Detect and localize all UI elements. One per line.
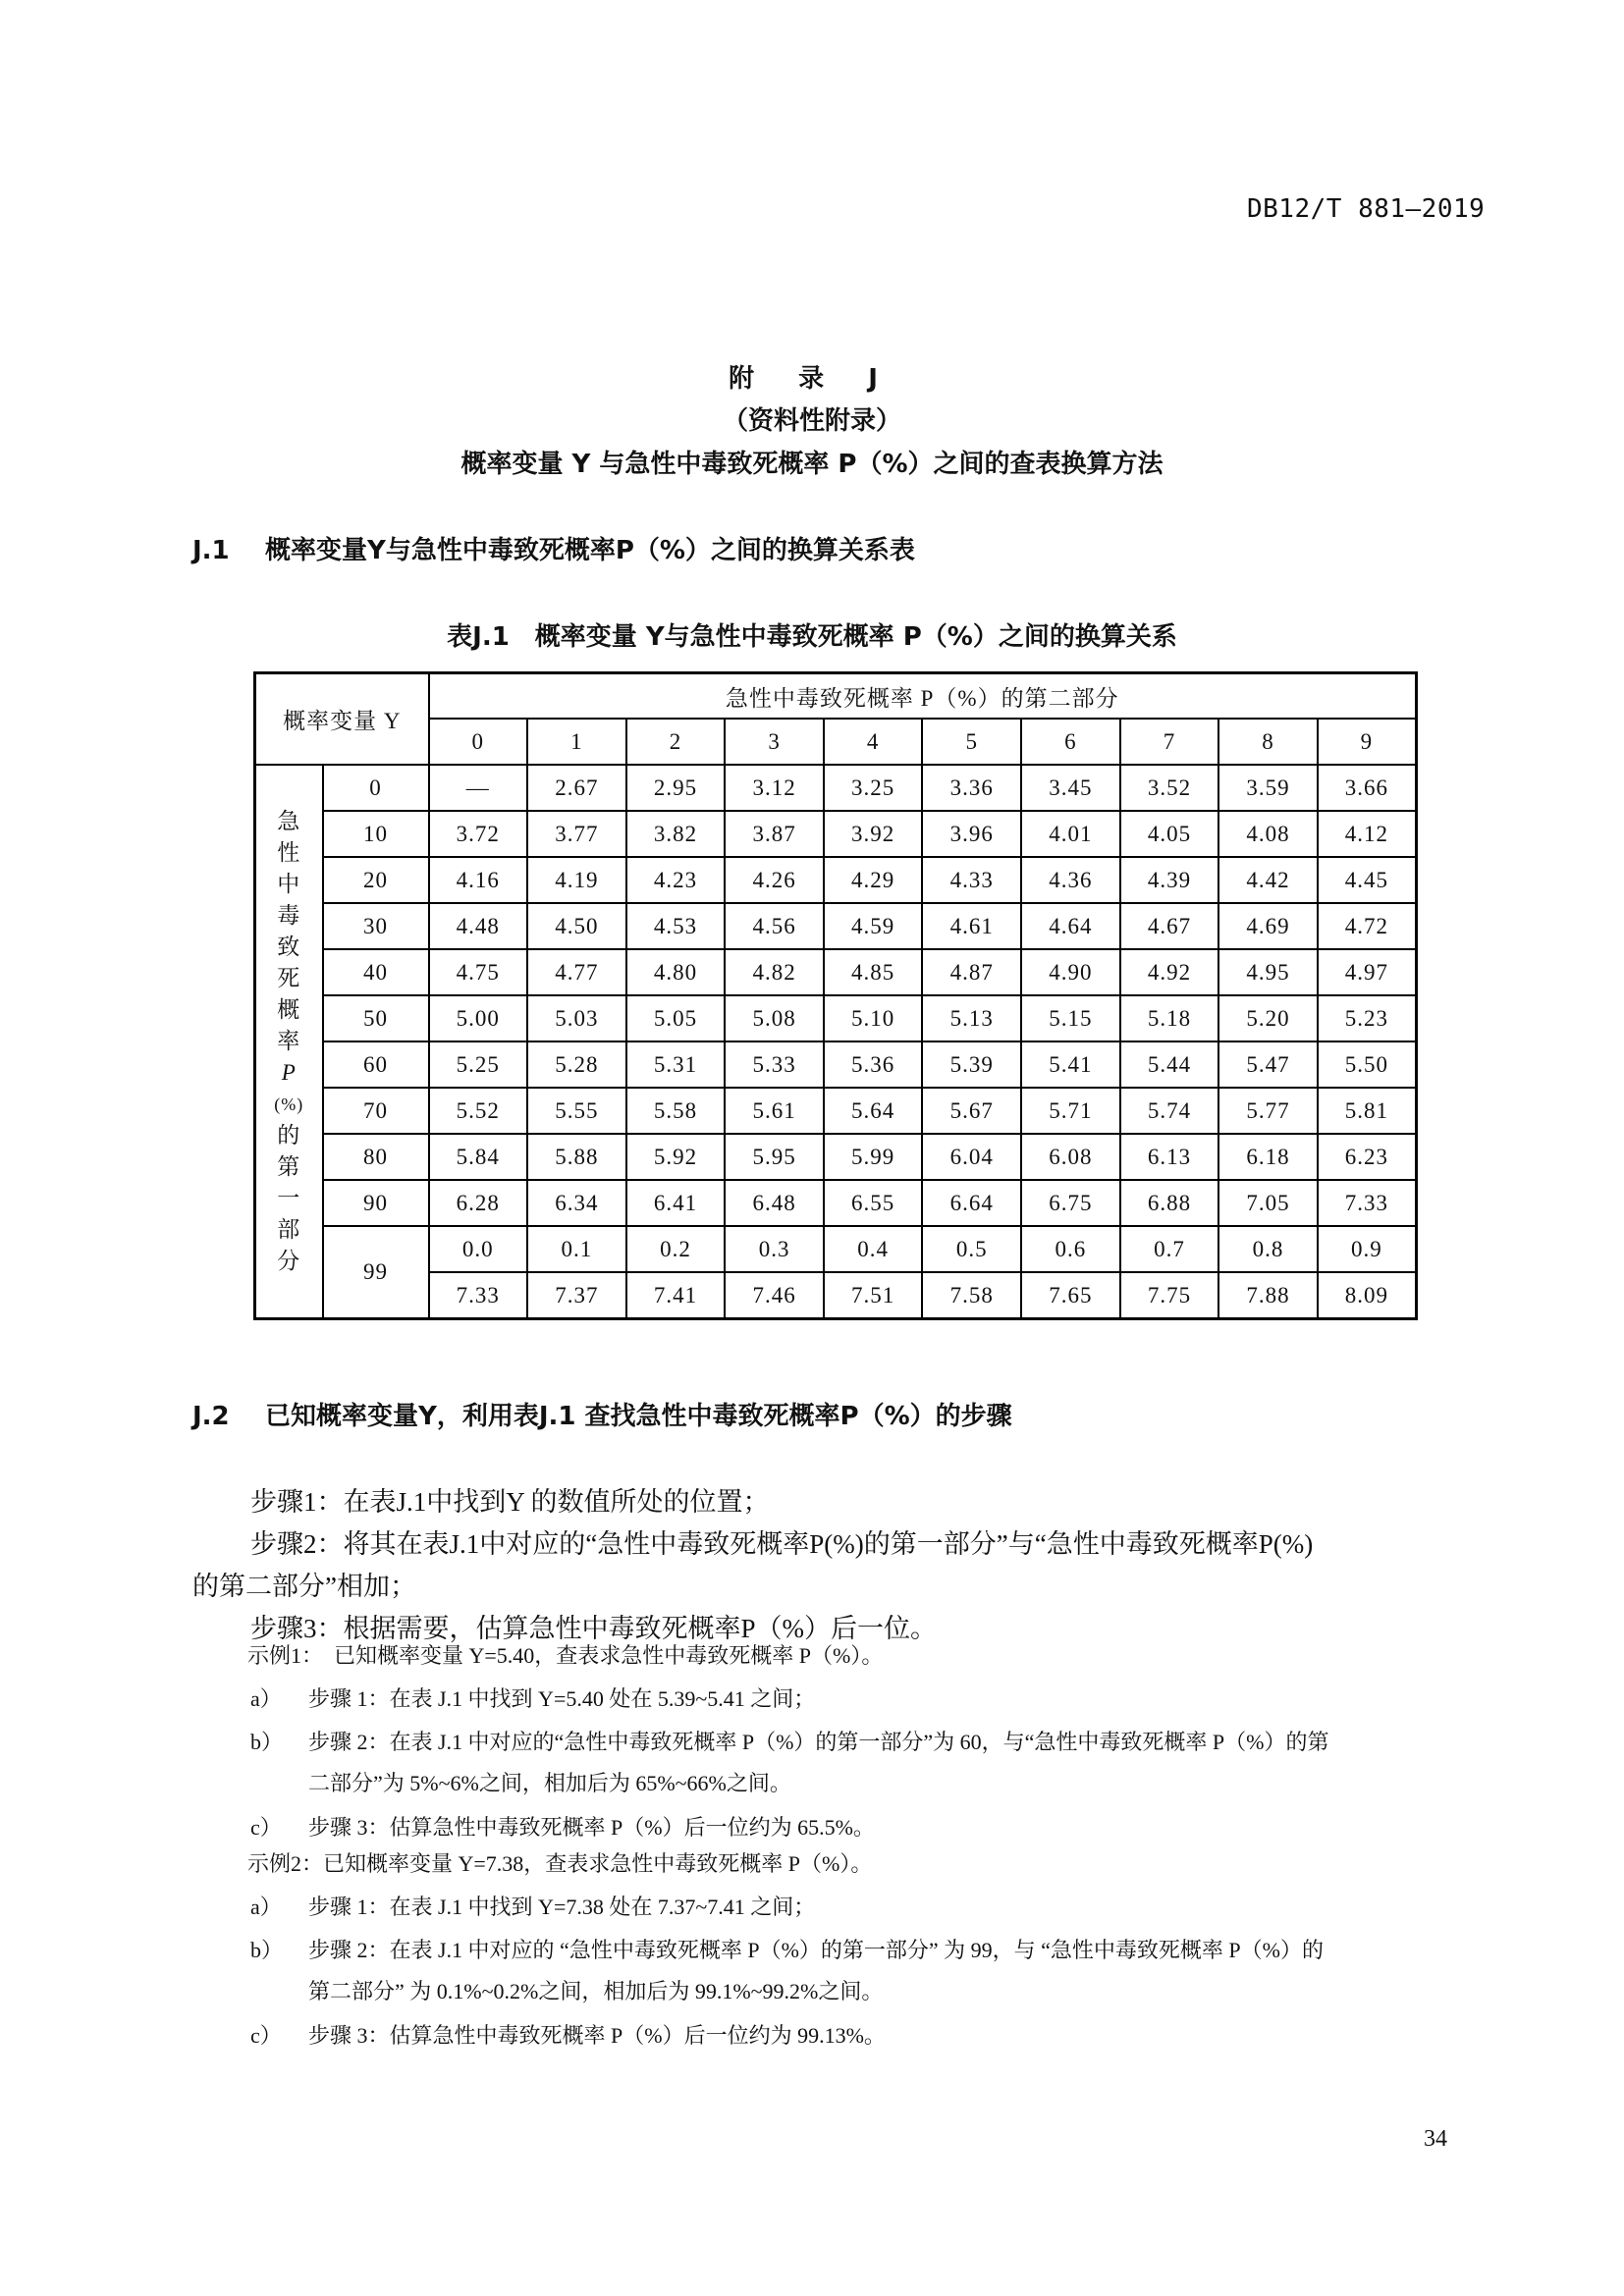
table-cell: 6.64	[922, 1180, 1021, 1226]
table-cell: 5.25	[429, 1041, 528, 1088]
example-2-title: 示例2：已知概率变量 Y=7.38，查表求急性中毒致死概率 P（%）。	[247, 1851, 873, 1876]
table-cell: 7.41	[626, 1272, 726, 1319]
section-title: 已知概率变量Y，利用表J.1 查找急性中毒致死概率P（%）的步骤	[265, 1402, 1012, 1431]
vertical-label-char: 死	[277, 966, 301, 990]
first-part-value: 70	[323, 1088, 429, 1134]
table-cell: 4.97	[1318, 949, 1417, 995]
appendix-type: （资料性附录）	[722, 406, 901, 436]
table-cell-subcolumn: 0.8	[1218, 1226, 1318, 1272]
document-number: DB12/T 881—2019	[1247, 194, 1486, 224]
table-cell-subcolumn: 0.0	[429, 1226, 528, 1272]
table-cell: 5.28	[527, 1041, 626, 1088]
table-cell: 5.67	[922, 1088, 1021, 1134]
table-cell: 3.72	[429, 811, 528, 857]
table-row	[255, 811, 1417, 857]
table-cell: 5.99	[824, 1134, 923, 1180]
table-row	[255, 857, 1417, 903]
table-cell: 5.64	[824, 1088, 923, 1134]
vertical-label-char: 中	[277, 872, 301, 896]
table-cell: 3.96	[922, 811, 1021, 857]
section-j2-heading	[192, 1396, 1012, 1432]
table-cell: 5.15	[1021, 995, 1120, 1041]
second-part-header: 急性中毒致死概率 P（%）的第二部分	[429, 673, 1417, 720]
first-part-value: 80	[323, 1134, 429, 1180]
table-cell: 3.87	[725, 811, 824, 857]
table-cell: 6.28	[429, 1180, 528, 1226]
table-cell: 7.58	[922, 1272, 1021, 1319]
table-row	[255, 1041, 1417, 1088]
appendix-label: 附 录 J	[729, 364, 895, 394]
list-item-text: 步骤 1：在表 J.1 中找到 Y=5.40 处在 5.39~5.41 之间；	[308, 1686, 816, 1711]
table-row	[255, 1088, 1417, 1134]
table-cell-subcolumn: 0.3	[725, 1226, 824, 1272]
table-cell: 4.12	[1318, 811, 1417, 857]
table-cell: 4.82	[725, 949, 824, 995]
list-item-letter: c）	[250, 2023, 282, 2048]
table-cell: 4.80	[626, 949, 726, 995]
list-item-text: 步骤 3：估算急性中毒致死概率 P（%）后一位约为 99.13%。	[308, 2023, 886, 2048]
table-cell: 5.52	[429, 1088, 528, 1134]
list-item-text: 第二部分” 为 0.1%~0.2%之间，相加后为 99.1%~99.2%之间。	[308, 1979, 884, 2003]
table-cell: 6.88	[1120, 1180, 1219, 1226]
table-cell: 5.71	[1021, 1088, 1120, 1134]
table-cell: 5.31	[626, 1041, 726, 1088]
table-cell: 5.13	[922, 995, 1021, 1041]
column-header: 4	[824, 719, 923, 765]
column-header: 3	[725, 719, 824, 765]
table-header-row	[255, 673, 1417, 720]
first-part-value: 20	[323, 857, 429, 903]
table-cell: 3.82	[626, 811, 726, 857]
table-cell: 5.10	[824, 995, 923, 1041]
first-part-value: 10	[323, 811, 429, 857]
table-cell: 3.12	[725, 765, 824, 811]
table-cell: 5.18	[1120, 995, 1219, 1041]
table-cell: —	[429, 765, 528, 811]
table-cell: 4.64	[1021, 903, 1120, 949]
table-row	[255, 903, 1417, 949]
table-cell: 7.88	[1218, 1272, 1318, 1319]
table-cell-subcolumn: 0.5	[922, 1226, 1021, 1272]
table-cell: 6.48	[725, 1180, 824, 1226]
table-cell: 5.61	[725, 1088, 824, 1134]
table-cell: 4.85	[824, 949, 923, 995]
table-cell: 6.23	[1318, 1134, 1417, 1180]
table-cell: 5.95	[725, 1134, 824, 1180]
table-cell: 7.51	[824, 1272, 923, 1319]
vertical-label-char: 毒	[277, 903, 301, 928]
table-cell: 4.50	[527, 903, 626, 949]
table-cell: 8.09	[1318, 1272, 1417, 1319]
vertical-label-char: (%)	[274, 1095, 304, 1114]
table-cell-subcolumn: 0.6	[1021, 1226, 1120, 1272]
step-2: 步骤2：将其在表J.1中对应的“急性中毒致死概率P(%)的第一部分”与“急性中毒致死概率P(%)	[250, 1529, 1314, 1559]
table-cell: 5.05	[626, 995, 726, 1041]
vertical-label-char: 第	[277, 1154, 301, 1179]
table-cell: 5.47	[1218, 1041, 1318, 1088]
list-item-text: 步骤 3：估算急性中毒致死概率 P（%）后一位约为 65.5%。	[308, 1815, 875, 1840]
table-cell: 4.42	[1218, 857, 1318, 903]
vertical-label-char: 分	[277, 1249, 301, 1273]
list-item-text: 步骤 2：在表 J.1 中对应的 “急性中毒致死概率 P（%）的第一部分” 为 99，与 “急性中毒致死概率 P（%）的	[308, 1938, 1324, 1962]
table-cell: 7.65	[1021, 1272, 1120, 1319]
table-cell: 6.34	[527, 1180, 626, 1226]
table-cell: 4.29	[824, 857, 923, 903]
table-cell: 4.75	[429, 949, 528, 995]
table-row	[255, 1180, 1417, 1226]
column-header: 0	[429, 719, 528, 765]
table-cell: 6.13	[1120, 1134, 1219, 1180]
column-header: 9	[1318, 719, 1417, 765]
table-cell: 7.33	[429, 1272, 528, 1319]
first-part-vertical-label	[255, 765, 323, 1319]
table-cell: 5.88	[527, 1134, 626, 1180]
list-item-letter: a）	[250, 1895, 282, 1919]
list-item-text: 步骤 2：在表 J.1 中对应的“急性中毒致死概率 P（%）的第一部分”为 60，与“急性中毒致死概率 P（%）的第	[308, 1730, 1329, 1754]
first-part-value: 40	[323, 949, 429, 995]
vertical-label-char: 致	[277, 934, 301, 959]
table-cell: 5.41	[1021, 1041, 1120, 1088]
conversion-table	[253, 671, 1418, 1320]
table-cell: 5.36	[824, 1041, 923, 1088]
table-cell: 4.69	[1218, 903, 1318, 949]
column-header: 8	[1218, 719, 1318, 765]
table-cell: 4.16	[429, 857, 528, 903]
table-cell: 5.44	[1120, 1041, 1219, 1088]
table-cell: 2.95	[626, 765, 726, 811]
step-3: 步骤3：根据需要，估算急性中毒致死概率P（%）后一位。	[250, 1614, 938, 1643]
table-row	[255, 1134, 1417, 1180]
table-cell: 4.56	[725, 903, 824, 949]
table-cell: 4.53	[626, 903, 726, 949]
table-caption: 表J.1 概率变量 Y与急性中毒致死概率 P（%）之间的换算关系	[447, 622, 1177, 652]
vertical-label-char: 急	[277, 809, 301, 833]
table-cell: 6.55	[824, 1180, 923, 1226]
table-cell: 6.08	[1021, 1134, 1120, 1180]
table-cell: 4.48	[429, 903, 528, 949]
table-cell: 7.46	[725, 1272, 824, 1319]
table-cell: 7.75	[1120, 1272, 1219, 1319]
table-cell-subcolumn: 0.4	[824, 1226, 923, 1272]
table-cell: 5.08	[725, 995, 824, 1041]
first-part-value: 30	[323, 903, 429, 949]
table-cell: 6.75	[1021, 1180, 1120, 1226]
table-cell: 3.66	[1318, 765, 1417, 811]
table-cell: 5.39	[922, 1041, 1021, 1088]
table-cell: 4.05	[1120, 811, 1219, 857]
table-row	[255, 995, 1417, 1041]
table-row-99-subcolumns	[255, 1226, 1417, 1272]
column-header: 7	[1120, 719, 1219, 765]
table-cell: 5.20	[1218, 995, 1318, 1041]
first-part-value: 60	[323, 1041, 429, 1088]
table-cell: 4.87	[922, 949, 1021, 995]
column-header: 5	[922, 719, 1021, 765]
table-cell: 5.50	[1318, 1041, 1417, 1088]
table-row	[255, 765, 1417, 811]
example-1-title: 示例1： 已知概率变量 Y=5.40，查表求急性中毒致死概率 P（%）。	[247, 1643, 884, 1668]
table-row	[255, 949, 1417, 995]
table-cell: 6.41	[626, 1180, 726, 1226]
first-part-value: 0	[323, 765, 429, 811]
table-cell: 5.23	[1318, 995, 1417, 1041]
list-item-letter: b）	[250, 1938, 284, 1962]
table-cell: 5.92	[626, 1134, 726, 1180]
list-item-letter: a）	[250, 1686, 282, 1711]
table-row-99-values	[255, 1272, 1417, 1319]
table-cell: 7.37	[527, 1272, 626, 1319]
list-item-letter: b）	[250, 1730, 284, 1754]
corner-header: 概率变量 Y	[255, 673, 429, 766]
column-header: 1	[527, 719, 626, 765]
table-column-header-row	[255, 719, 1417, 765]
table-cell: 5.00	[429, 995, 528, 1041]
table-cell: 5.55	[527, 1088, 626, 1134]
table-cell: 3.36	[922, 765, 1021, 811]
table-cell: 4.01	[1021, 811, 1120, 857]
table-cell: 4.61	[922, 903, 1021, 949]
table-cell-subcolumn: 0.2	[626, 1226, 726, 1272]
vertical-label-char: P	[281, 1060, 297, 1085]
first-part-value: 99	[323, 1226, 429, 1319]
table-cell: 4.39	[1120, 857, 1219, 903]
table-cell: 4.92	[1120, 949, 1219, 995]
table-cell: 5.03	[527, 995, 626, 1041]
table-cell: 7.05	[1218, 1180, 1318, 1226]
table-cell-subcolumn: 0.9	[1318, 1226, 1417, 1272]
vertical-label-char: 率	[277, 1029, 301, 1053]
appendix-title: 概率变量 Y 与急性中毒致死概率 P（%）之间的查表换算方法	[460, 450, 1164, 479]
table-cell: 3.59	[1218, 765, 1318, 811]
table-cell: 7.33	[1318, 1180, 1417, 1226]
column-header: 2	[626, 719, 726, 765]
list-item-text: 步骤 1：在表 J.1 中找到 Y=7.38 处在 7.37~7.41 之间；	[308, 1895, 816, 1919]
table-cell: 3.52	[1120, 765, 1219, 811]
column-header: 6	[1021, 719, 1120, 765]
vertical-label-char: 一	[277, 1186, 301, 1210]
first-part-value: 90	[323, 1180, 429, 1226]
table-cell-subcolumn: 0.7	[1120, 1226, 1219, 1272]
section-number: J.1	[192, 536, 230, 565]
table-cell: 3.25	[824, 765, 923, 811]
table-cell: 4.36	[1021, 857, 1120, 903]
table-cell: 4.45	[1318, 857, 1417, 903]
section-j1-heading	[192, 530, 915, 566]
table-cell: 5.74	[1120, 1088, 1219, 1134]
table-cell: 4.33	[922, 857, 1021, 903]
step-2-continued: 的第二部分”相加；	[192, 1572, 416, 1601]
page-number: 34	[1424, 2126, 1447, 2152]
section-number: J.2	[192, 1402, 230, 1431]
vertical-label-char: 部	[277, 1217, 301, 1242]
table-cell: 4.08	[1218, 811, 1318, 857]
table-cell: 6.04	[922, 1134, 1021, 1180]
table-cell: 3.45	[1021, 765, 1120, 811]
table-cell: 4.72	[1318, 903, 1417, 949]
table-cell: 4.90	[1021, 949, 1120, 995]
step-1: 步骤1：在表J.1中找到Y 的数值所处的位置；	[250, 1487, 770, 1517]
list-item-letter: c）	[250, 1815, 282, 1840]
table-cell: 5.84	[429, 1134, 528, 1180]
vertical-label-char: 概	[277, 997, 301, 1022]
table-cell: 4.67	[1120, 903, 1219, 949]
table-cell: 5.77	[1218, 1088, 1318, 1134]
table-cell: 4.59	[824, 903, 923, 949]
vertical-label-char: 性	[277, 840, 301, 865]
vertical-label-char: 的	[277, 1123, 301, 1148]
table-cell: 5.58	[626, 1088, 726, 1134]
table-cell: 4.26	[725, 857, 824, 903]
table-cell-subcolumn: 0.1	[527, 1226, 626, 1272]
table-cell: 4.95	[1218, 949, 1318, 995]
table-cell: 5.33	[725, 1041, 824, 1088]
table-cell: 4.77	[527, 949, 626, 995]
table-cell: 4.23	[626, 857, 726, 903]
section-title: 概率变量Y与急性中毒致死概率P（%）之间的换算关系表	[265, 536, 915, 565]
table-cell: 6.18	[1218, 1134, 1318, 1180]
table-cell: 3.92	[824, 811, 923, 857]
table-cell: 4.19	[527, 857, 626, 903]
table-cell: 3.77	[527, 811, 626, 857]
table-cell: 5.81	[1318, 1088, 1417, 1134]
first-part-value: 50	[323, 995, 429, 1041]
table-cell: 2.67	[527, 765, 626, 811]
list-item-text: 二部分”为 5%~6%之间，相加后为 65%~66%之间。	[308, 1771, 791, 1795]
